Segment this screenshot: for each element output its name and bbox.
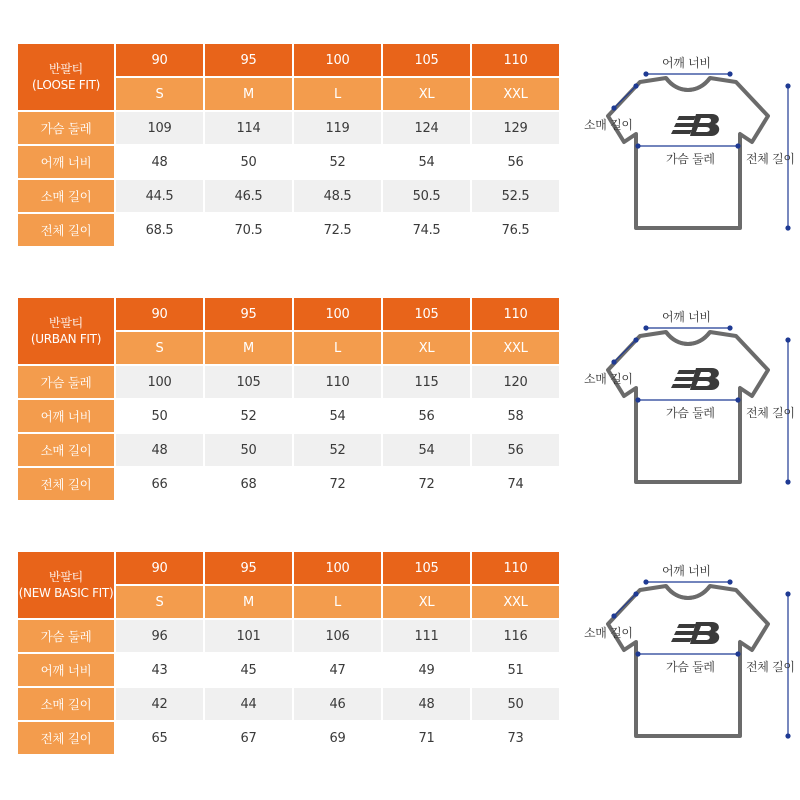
cell-value: 56 [383, 400, 470, 432]
size-table [16, 550, 561, 756]
row-label: 어깨 너비 [18, 146, 114, 178]
size-number: 100 [294, 44, 381, 76]
size-number: 95 [205, 552, 292, 584]
size-letter: S [116, 586, 203, 618]
cell-value: 65 [116, 722, 203, 754]
cell-value: 56 [472, 146, 559, 178]
row-label: 소매 길이 [18, 180, 114, 212]
table-row-shoulder [18, 654, 559, 686]
cell-value: 74.5 [383, 214, 470, 246]
tshirt-measure-diagram [584, 42, 796, 246]
shoulder-width-label: 어깨 너비 [662, 56, 711, 70]
tshirt-outline-icon [584, 296, 796, 500]
size-letter: XL [383, 586, 470, 618]
cell-value: 58 [472, 400, 559, 432]
cell-value: 72 [383, 468, 470, 500]
size-chart-urban-fit [16, 296, 796, 500]
size-letter: XXL [472, 332, 559, 364]
size-letter: L [294, 78, 381, 110]
product-name: 반팔티 [49, 316, 83, 330]
fit-header [18, 552, 114, 618]
size-chart-loose-fit [16, 42, 796, 246]
cell-value: 50 [116, 400, 203, 432]
size-number: 95 [205, 44, 292, 76]
row-label: 전체 길이 [18, 722, 114, 754]
cell-value: 71 [383, 722, 470, 754]
product-name: 반팔티 [49, 62, 83, 76]
cell-value: 66 [116, 468, 203, 500]
table-row-shoulder [18, 146, 559, 178]
size-number: 110 [472, 298, 559, 330]
row-label: 소매 길이 [18, 688, 114, 720]
chest-label: 가슴 둘레 [666, 406, 715, 420]
total-length-label: 전체 길이 [746, 152, 795, 166]
sleeve-length-label: 소매 길이 [584, 372, 633, 386]
row-label: 가슴 둘레 [18, 620, 114, 652]
cell-value: 50 [472, 688, 559, 720]
cell-value: 111 [383, 620, 470, 652]
table-row-shoulder [18, 400, 559, 432]
size-number: 105 [383, 552, 470, 584]
tshirt-outline-icon [584, 42, 796, 246]
cell-value: 72 [294, 468, 381, 500]
size-letter: S [116, 78, 203, 110]
cell-value: 52 [294, 146, 381, 178]
size-table [16, 296, 561, 502]
size-letter: L [294, 332, 381, 364]
cell-value: 51 [472, 654, 559, 686]
size-number: 110 [472, 552, 559, 584]
row-label: 가슴 둘레 [18, 112, 114, 144]
row-label: 소매 길이 [18, 434, 114, 466]
table-row-length [18, 722, 559, 754]
fit-header [18, 298, 114, 364]
size-letter: L [294, 586, 381, 618]
size-letter: M [205, 332, 292, 364]
cell-value: 72.5 [294, 214, 381, 246]
size-number: 90 [116, 44, 203, 76]
shoulder-width-label: 어깨 너비 [662, 310, 711, 324]
row-label: 전체 길이 [18, 468, 114, 500]
cell-value: 56 [472, 434, 559, 466]
cell-value: 42 [116, 688, 203, 720]
cell-value: 52 [294, 434, 381, 466]
table-row-length [18, 468, 559, 500]
tshirt-outline-icon [584, 550, 796, 754]
cell-value: 74 [472, 468, 559, 500]
total-length-label: 전체 길이 [746, 406, 795, 420]
chest-label: 가슴 둘레 [666, 152, 715, 166]
row-label: 가슴 둘레 [18, 366, 114, 398]
cell-value: 76.5 [472, 214, 559, 246]
cell-value: 54 [383, 146, 470, 178]
cell-value: 115 [383, 366, 470, 398]
cell-value: 50 [205, 434, 292, 466]
cell-value: 50.5 [383, 180, 470, 212]
cell-value: 44 [205, 688, 292, 720]
table-row-sleeve [18, 434, 559, 466]
size-letter: XL [383, 332, 470, 364]
fit-type: (LOOSE FIT) [32, 78, 100, 92]
size-number: 100 [294, 552, 381, 584]
cell-value: 52.5 [472, 180, 559, 212]
cell-value: 49 [383, 654, 470, 686]
tshirt-measure-diagram [584, 550, 796, 754]
cell-value: 109 [116, 112, 203, 144]
row-label: 어깨 너비 [18, 654, 114, 686]
size-letter: XXL [472, 586, 559, 618]
cell-value: 73 [472, 722, 559, 754]
cell-value: 45 [205, 654, 292, 686]
table-row-sleeve [18, 688, 559, 720]
size-letter: XXL [472, 78, 559, 110]
cell-value: 54 [294, 400, 381, 432]
size-letter: M [205, 78, 292, 110]
row-label: 어깨 너비 [18, 400, 114, 432]
cell-value: 68.5 [116, 214, 203, 246]
shoulder-width-label: 어깨 너비 [662, 564, 711, 578]
cell-value: 48.5 [294, 180, 381, 212]
table-row-chest [18, 620, 559, 652]
size-chart-new-basic-fit [16, 550, 796, 754]
cell-value: 70.5 [205, 214, 292, 246]
size-number: 105 [383, 44, 470, 76]
fit-type: (URBAN FIT) [30, 332, 102, 346]
table-row-length [18, 214, 559, 246]
cell-value: 119 [294, 112, 381, 144]
cell-value: 106 [294, 620, 381, 652]
cell-value: 50 [205, 146, 292, 178]
tshirt-measure-diagram [584, 296, 796, 500]
cell-value: 124 [383, 112, 470, 144]
cell-value: 67 [205, 722, 292, 754]
fit-header [18, 44, 114, 110]
cell-value: 54 [383, 434, 470, 466]
fit-type: (NEW BASIC FIT) [18, 586, 114, 600]
size-letter: S [116, 332, 203, 364]
chest-label: 가슴 둘레 [666, 660, 715, 674]
size-number: 95 [205, 298, 292, 330]
cell-value: 129 [472, 112, 559, 144]
cell-value: 46 [294, 688, 381, 720]
cell-value: 120 [472, 366, 559, 398]
cell-value: 52 [205, 400, 292, 432]
table-row-chest [18, 366, 559, 398]
cell-value: 110 [294, 366, 381, 398]
table-row-chest [18, 112, 559, 144]
cell-value: 69 [294, 722, 381, 754]
product-name: 반팔티 [49, 570, 83, 584]
cell-value: 100 [116, 366, 203, 398]
size-number: 110 [472, 44, 559, 76]
size-number: 90 [116, 298, 203, 330]
cell-value: 48 [116, 434, 203, 466]
cell-value: 96 [116, 620, 203, 652]
row-label: 전체 길이 [18, 214, 114, 246]
cell-value: 43 [116, 654, 203, 686]
size-number: 100 [294, 298, 381, 330]
cell-value: 114 [205, 112, 292, 144]
cell-value: 44.5 [116, 180, 203, 212]
cell-value: 47 [294, 654, 381, 686]
cell-value: 48 [116, 146, 203, 178]
cell-value: 101 [205, 620, 292, 652]
sleeve-length-label: 소매 길이 [584, 626, 633, 640]
size-letter: XL [383, 78, 470, 110]
size-number: 90 [116, 552, 203, 584]
size-letter: M [205, 586, 292, 618]
cell-value: 116 [472, 620, 559, 652]
cell-value: 48 [383, 688, 470, 720]
total-length-label: 전체 길이 [746, 660, 795, 674]
cell-value: 68 [205, 468, 292, 500]
sleeve-length-label: 소매 길이 [584, 118, 633, 132]
cell-value: 105 [205, 366, 292, 398]
size-number: 105 [383, 298, 470, 330]
cell-value: 46.5 [205, 180, 292, 212]
table-row-sleeve [18, 180, 559, 212]
size-table [16, 42, 561, 248]
